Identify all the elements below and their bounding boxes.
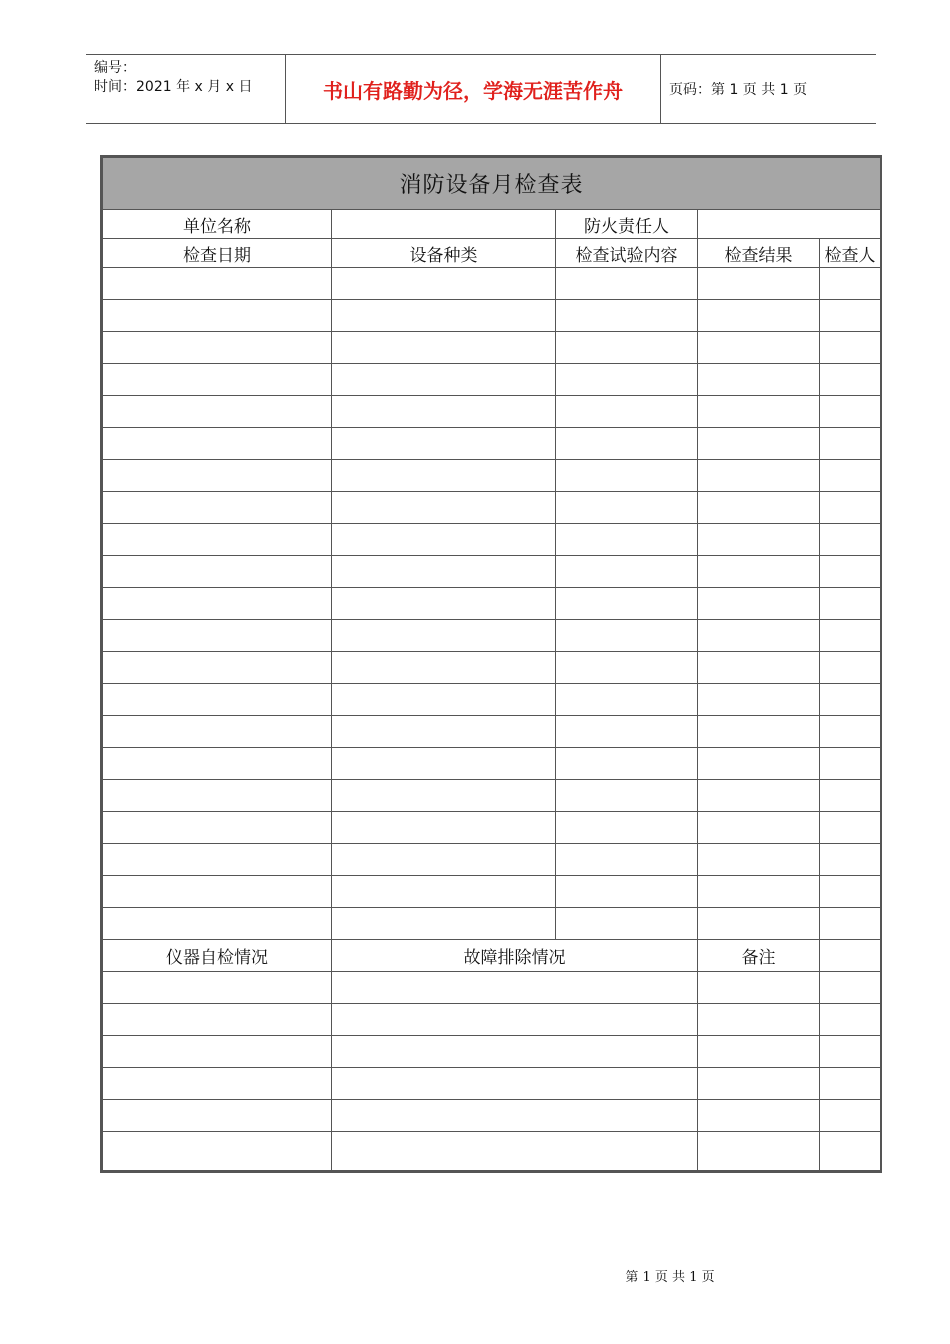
entry-cell[interactable]	[698, 876, 820, 908]
entry-cell[interactable]	[332, 460, 556, 492]
entry-cell[interactable]	[820, 364, 881, 396]
page-footer: 第 1 页 共 1 页	[625, 1270, 715, 1285]
entry-cell[interactable]	[103, 364, 332, 396]
entry-cell[interactable]	[556, 780, 698, 812]
entry-cell[interactable]	[103, 332, 332, 364]
lower-column-header: 备注	[698, 940, 820, 972]
entry-cell[interactable]	[556, 460, 698, 492]
entry-cell[interactable]	[698, 748, 820, 780]
entry-cell[interactable]	[332, 844, 556, 876]
column-header: 检查日期	[103, 239, 332, 268]
column-header: 检查结果	[698, 239, 820, 268]
entry-cell[interactable]	[332, 492, 556, 524]
entry-cell[interactable]	[556, 684, 698, 716]
entry-cell[interactable]	[332, 876, 556, 908]
entry-cell[interactable]	[698, 460, 820, 492]
entry-cell[interactable]	[556, 268, 698, 300]
entry-cell[interactable]	[698, 492, 820, 524]
entry-cell[interactable]	[332, 1004, 698, 1036]
lower-header-row	[103, 940, 881, 972]
entry-cell[interactable]	[820, 620, 881, 652]
entry-cell[interactable]	[698, 780, 820, 812]
inspection-form	[100, 155, 882, 1173]
entry-cell[interactable]	[556, 588, 698, 620]
table-row	[103, 492, 881, 524]
entry-cell[interactable]	[332, 1068, 698, 1100]
entry-cell[interactable]	[556, 428, 698, 460]
entry-cell[interactable]	[103, 1036, 332, 1068]
entry-cell[interactable]	[698, 396, 820, 428]
entry-cell[interactable]	[332, 268, 556, 300]
column-header: 检查人	[820, 239, 881, 268]
entry-cell[interactable]	[556, 620, 698, 652]
entry-cell[interactable]	[103, 428, 332, 460]
entry-cell[interactable]	[103, 492, 332, 524]
inspection-table	[102, 157, 881, 1171]
motto-text: 书山有路勤为径，学海无涯苦作舟	[286, 55, 661, 123]
entry-cell[interactable]	[820, 396, 881, 428]
entry-cell[interactable]	[332, 1036, 698, 1068]
entry-cell[interactable]	[103, 556, 332, 588]
entry-cell[interactable]	[698, 1132, 820, 1171]
entry-cell[interactable]	[103, 684, 332, 716]
entry-cell[interactable]	[103, 1100, 332, 1132]
table-row	[103, 844, 881, 876]
entry-cell[interactable]	[103, 972, 332, 1004]
lower-column-header: 故障排除情况	[332, 940, 698, 972]
entry-cell[interactable]	[698, 844, 820, 876]
column-header: 设备种类	[332, 239, 556, 268]
entry-cell[interactable]	[820, 908, 881, 940]
column-header-row	[103, 239, 881, 268]
entry-cell[interactable]	[820, 1068, 881, 1100]
entry-cell[interactable]	[332, 748, 556, 780]
entry-cell[interactable]	[698, 716, 820, 748]
entry-cell[interactable]	[820, 780, 881, 812]
table-row	[103, 428, 881, 460]
entry-cell[interactable]	[820, 1036, 881, 1068]
table-row	[103, 652, 881, 684]
lower-table-row	[103, 1132, 881, 1171]
entry-cell[interactable]	[698, 524, 820, 556]
document-header	[86, 54, 876, 124]
lower-table-row	[103, 1004, 881, 1036]
form-title: 消防设备月检查表	[103, 158, 881, 210]
entry-cell[interactable]	[820, 588, 881, 620]
title-row	[103, 158, 881, 210]
entry-cell[interactable]	[556, 812, 698, 844]
entry-cell[interactable]	[556, 876, 698, 908]
entry-cell[interactable]	[103, 620, 332, 652]
entry-cell[interactable]	[820, 876, 881, 908]
table-row	[103, 364, 881, 396]
entry-cell[interactable]	[103, 780, 332, 812]
entry-cell[interactable]	[556, 844, 698, 876]
date-label: 时间：2021 年 x 月 x 日	[94, 79, 253, 95]
entry-cell[interactable]	[332, 556, 556, 588]
entry-cell[interactable]	[332, 684, 556, 716]
unit-name-label: 单位名称	[103, 210, 332, 239]
entry-cell[interactable]	[556, 332, 698, 364]
number-label: 编号：	[94, 60, 136, 76]
lower-table-row	[103, 1068, 881, 1100]
entry-cell[interactable]	[103, 1132, 332, 1171]
entry-cell[interactable]	[698, 300, 820, 332]
entry-cell[interactable]	[332, 812, 556, 844]
entry-cell[interactable]	[332, 396, 556, 428]
entry-cell[interactable]	[698, 1100, 820, 1132]
table-row	[103, 812, 881, 844]
entry-cell[interactable]	[820, 844, 881, 876]
entry-cell[interactable]	[820, 460, 881, 492]
entry-cell[interactable]	[103, 268, 332, 300]
entry-cell[interactable]	[820, 1100, 881, 1132]
entry-cell[interactable]	[820, 716, 881, 748]
entry-cell[interactable]	[698, 556, 820, 588]
entry-cell[interactable]	[698, 332, 820, 364]
table-row	[103, 908, 881, 940]
fire-responsible-field[interactable]	[698, 210, 881, 239]
entry-cell[interactable]	[332, 428, 556, 460]
lower-table-row	[103, 1036, 881, 1068]
entry-cell[interactable]	[556, 524, 698, 556]
entry-cell[interactable]	[556, 908, 698, 940]
entry-cell[interactable]	[332, 972, 698, 1004]
table-row	[103, 460, 881, 492]
entry-cell[interactable]	[556, 300, 698, 332]
entry-cell[interactable]	[820, 332, 881, 364]
entry-cell[interactable]	[332, 780, 556, 812]
lower-table-row	[103, 1100, 881, 1132]
entry-cell[interactable]	[556, 492, 698, 524]
table-row	[103, 332, 881, 364]
table-row	[103, 620, 881, 652]
unit-row	[103, 210, 881, 239]
entry-cell[interactable]	[698, 620, 820, 652]
entry-cell[interactable]	[103, 876, 332, 908]
entry-cell[interactable]	[332, 1100, 698, 1132]
entry-cell[interactable]	[556, 716, 698, 748]
table-row	[103, 716, 881, 748]
entry-cell[interactable]	[556, 396, 698, 428]
table-row	[103, 396, 881, 428]
table-row	[103, 684, 881, 716]
entry-cell[interactable]	[103, 524, 332, 556]
entry-cell[interactable]	[820, 300, 881, 332]
header-info	[86, 55, 286, 123]
entry-cell[interactable]	[103, 300, 332, 332]
entry-cell[interactable]	[103, 812, 332, 844]
entry-cell[interactable]	[820, 428, 881, 460]
lower-table-row	[103, 972, 881, 1004]
entry-cell[interactable]	[698, 652, 820, 684]
entry-cell[interactable]	[556, 652, 698, 684]
entry-cell[interactable]	[332, 716, 556, 748]
entry-cell[interactable]	[556, 556, 698, 588]
entry-cell[interactable]	[103, 652, 332, 684]
entry-cell[interactable]	[698, 972, 820, 1004]
entry-cell[interactable]	[332, 620, 556, 652]
entry-cell[interactable]	[698, 364, 820, 396]
fire-responsible-label: 防火责任人	[556, 210, 698, 239]
entry-cell[interactable]	[556, 364, 698, 396]
lower-column-header: 仪器自检情况	[103, 940, 332, 972]
entry-cell[interactable]	[103, 396, 332, 428]
entry-cell[interactable]	[698, 684, 820, 716]
entry-cell[interactable]	[820, 556, 881, 588]
entry-cell[interactable]	[103, 716, 332, 748]
entry-cell[interactable]	[332, 524, 556, 556]
table-row	[103, 748, 881, 780]
entry-cell[interactable]	[698, 1036, 820, 1068]
entry-cell[interactable]	[698, 588, 820, 620]
table-row	[103, 876, 881, 908]
entry-cell[interactable]	[698, 1068, 820, 1100]
entry-cell[interactable]	[332, 1132, 698, 1171]
table-row	[103, 556, 881, 588]
entry-cell[interactable]	[820, 748, 881, 780]
entry-cell[interactable]	[103, 460, 332, 492]
entry-cell[interactable]	[332, 652, 556, 684]
entry-cell[interactable]	[820, 268, 881, 300]
unit-name-field[interactable]	[332, 210, 556, 239]
entry-cell[interactable]	[820, 1004, 881, 1036]
table-row	[103, 780, 881, 812]
column-header: 检查试验内容	[556, 239, 698, 268]
entry-cell[interactable]	[820, 652, 881, 684]
entry-cell[interactable]	[698, 268, 820, 300]
blank-header-cell	[820, 940, 881, 972]
table-row	[103, 524, 881, 556]
table-row	[103, 268, 881, 300]
page-label: 页码：第 1 页 共 1 页	[669, 82, 808, 98]
entry-cell[interactable]	[103, 908, 332, 940]
entry-cell[interactable]	[820, 524, 881, 556]
entry-cell[interactable]	[820, 492, 881, 524]
entry-cell[interactable]	[332, 300, 556, 332]
table-row	[103, 300, 881, 332]
entry-cell[interactable]	[698, 812, 820, 844]
entry-cell[interactable]	[698, 428, 820, 460]
entry-cell[interactable]	[103, 748, 332, 780]
entry-cell[interactable]	[820, 684, 881, 716]
table-row	[103, 588, 881, 620]
entry-cell[interactable]	[698, 908, 820, 940]
entry-cell[interactable]	[332, 332, 556, 364]
entry-cell[interactable]	[820, 972, 881, 1004]
entry-cell[interactable]	[556, 748, 698, 780]
entry-cell[interactable]	[820, 812, 881, 844]
entry-cell[interactable]	[103, 1004, 332, 1036]
entry-cell[interactable]	[820, 1132, 881, 1171]
entry-cell[interactable]	[332, 364, 556, 396]
entry-cell[interactable]	[698, 1004, 820, 1036]
entry-cell[interactable]	[103, 588, 332, 620]
entry-cell[interactable]	[103, 844, 332, 876]
entry-cell[interactable]	[332, 908, 556, 940]
entry-cell[interactable]	[103, 1068, 332, 1100]
entry-cell[interactable]	[332, 588, 556, 620]
